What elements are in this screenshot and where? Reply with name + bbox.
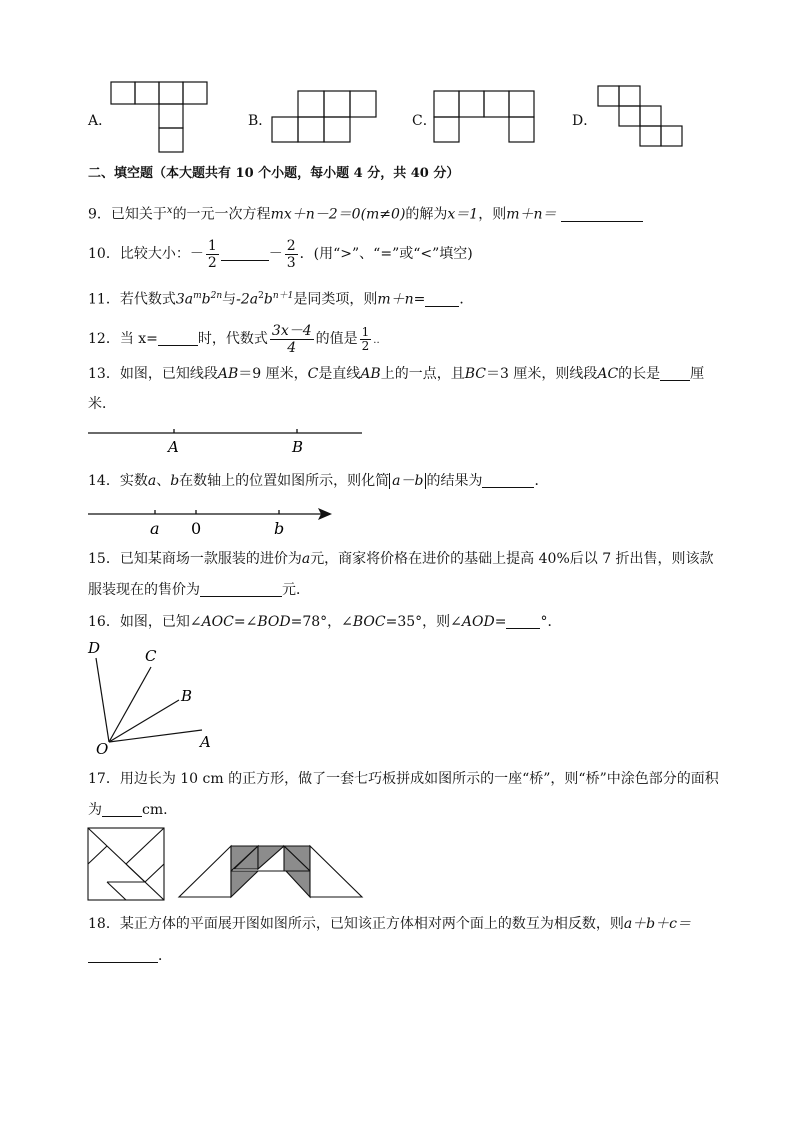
answer-blank-12[interactable] [158, 331, 198, 346]
section-heading: 二、填空题（本大题共有 10 个小题，每小题 4 分，共 40 分） [88, 166, 460, 181]
answer-blank-14[interactable] [482, 473, 534, 488]
answer-blank-9[interactable] [561, 207, 643, 222]
answer-blank-11[interactable] [425, 292, 459, 307]
question-13: 13．如图，已知线段AB＝9 厘米，C是直线AB上的一点，且BC＝3 厘米，则线段AC的长是 厘 [88, 366, 705, 382]
question-11: 11．若代数式$3a^mb^{2n}$与$-2a^2b^{n+1}$是同类项，则m＋n= ． [88, 291, 474, 308]
answer-blank-15[interactable] [200, 582, 282, 597]
question-15-line2: 服装现在的售价为 元． [88, 582, 310, 598]
option-c-net [432, 88, 536, 144]
option-c-label: C． [412, 113, 437, 129]
answer-blank-13[interactable] [660, 366, 690, 381]
answer-blank-18[interactable] [88, 948, 158, 963]
ray-c-label: C [145, 647, 157, 665]
question-17: 17．用边长为 10 cm 的正方形，做了一套七巧板拼成如图所示的一座“桥”，则“桥”中涂色部分的面积 [88, 771, 719, 787]
answer-blank-17[interactable] [102, 802, 142, 817]
option-a-net [108, 80, 212, 156]
origin-label: 0 [191, 519, 202, 538]
option-b-net [270, 88, 378, 144]
fraction-expression: $\frac{3x-4}{4}$ [271, 322, 312, 356]
ray-d-label: D [88, 639, 101, 657]
question-18-line2: ． [88, 946, 172, 966]
point-a-label: a [150, 519, 160, 538]
question-15: 15．已知某商场一款服装的进价为a元，商家将价格在进价的基础上提高 40%后以 7 折出售，则该款 [88, 551, 714, 567]
answer-blank-16[interactable] [506, 614, 540, 629]
option-a-label: A． [88, 113, 113, 129]
question-18: 18．某正方体的平面展开图如图所示，已知该正方体相对两个面上的数互为相反数，则a＋b＋c＝ [88, 916, 691, 932]
point-b-label: B [292, 438, 304, 456]
vertex-o-label: O [96, 740, 109, 758]
option-d-net [594, 84, 686, 148]
fraction-one-half-value: $\frac{1}{2}$ [361, 324, 370, 353]
figure-17-tangram-square [86, 826, 168, 904]
fraction-one-half: $\frac{1}{2}$ [207, 237, 217, 271]
question-16: 16．如图，已知∠AOC=∠BOD=78°，∠BOC=35°，则∠AOD= °． [88, 614, 562, 630]
figure-17-bridge [176, 843, 366, 901]
question-13-line2: 米． [88, 396, 116, 412]
question-10: 10．比较大小：－ $\frac{1}{2}$ － $\frac{2}{3}$ ．(用“>”、“=”或“<”填空) [88, 237, 473, 271]
point-b-label: b [274, 519, 285, 538]
figure-14-number-line [86, 504, 336, 540]
fraction-two-thirds: $\frac{2}{3}$ [286, 237, 296, 271]
question-12: 12．当 x= 时，代数式 $\frac{3x-4}{4}$ 的值是 $\frac{1}{2}$ .. [88, 322, 380, 356]
question-14: 14．实数a、b在数轴上的位置如图所示，则化简 a－b 的结果为 ． [88, 473, 549, 489]
absolute-value: a－b [389, 473, 426, 489]
question-17-line2: 为 cm. [88, 802, 168, 818]
question-9: 9．已知关于$^x$的一元一次方程mx＋n－2＝0(m≠0)的解为x＝1，则m＋n＝ [88, 201, 643, 225]
figure-13-segment [86, 424, 366, 458]
ray-a-label: A [200, 733, 211, 751]
point-a-label: A [168, 438, 179, 456]
figure-16-angles [84, 638, 224, 758]
ray-b-label: B [181, 687, 193, 705]
option-d-label: D． [572, 113, 598, 129]
answer-blank-10[interactable] [221, 246, 269, 261]
option-b-label: B． [248, 113, 273, 129]
